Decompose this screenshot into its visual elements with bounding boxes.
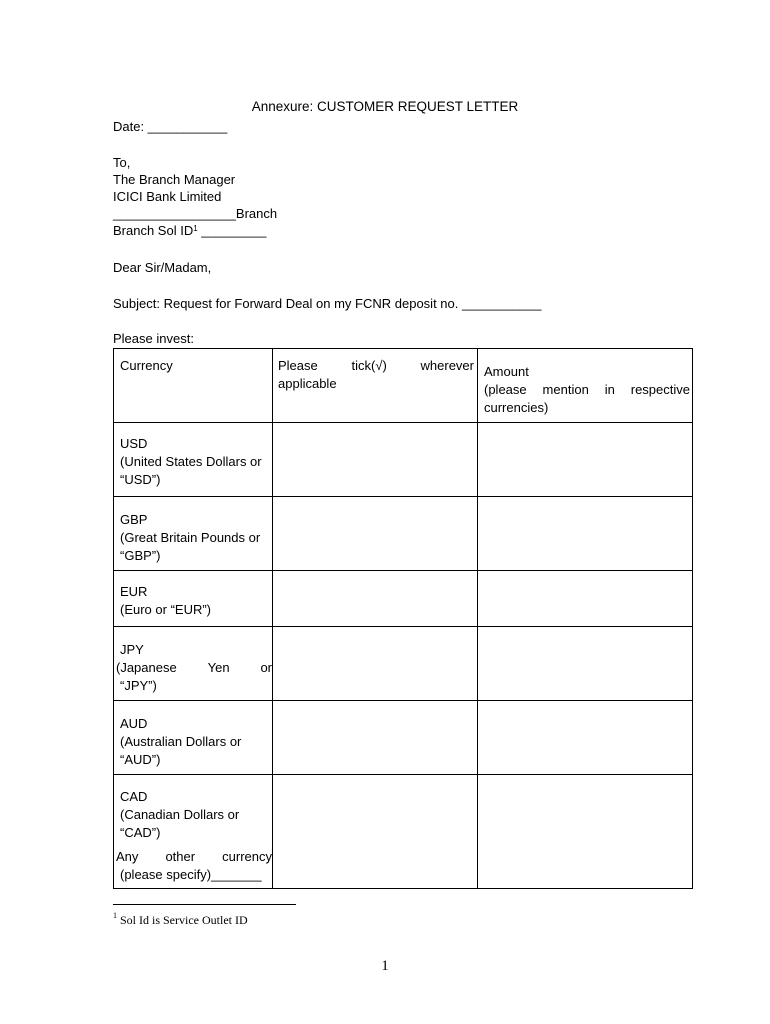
currency-cell — [114, 423, 273, 497]
currency-cell — [114, 497, 273, 571]
sol-id-label: Branch Sol ID — [113, 223, 194, 238]
header-amount-cell — [478, 349, 693, 423]
currency-desc: (Great Britain Pounds or — [120, 530, 261, 545]
currency-desc: (Euro or “EUR”) — [120, 602, 212, 617]
amount-cell[interactable] — [478, 423, 693, 497]
currency-text — [114, 775, 272, 884]
currency-code: CAD — [120, 789, 148, 804]
currency-code: EUR — [120, 584, 148, 599]
header-amount-word: (please — [484, 382, 527, 397]
header-amount-word: respective — [630, 382, 690, 397]
header-tick-line1 — [273, 349, 477, 375]
currency-text — [114, 701, 272, 769]
branch-line: _________________Branch — [113, 206, 278, 221]
amount-cell[interactable] — [478, 571, 693, 627]
header-amount-line1: Amount — [484, 364, 529, 379]
tick-cell[interactable] — [273, 775, 478, 889]
other-word: other — [165, 849, 196, 864]
sol-id-line — [113, 222, 266, 239]
currency-desc: “CAD”) — [120, 825, 161, 840]
currency-code: JPY — [120, 642, 144, 657]
table-row — [114, 571, 693, 627]
currency-desc: “GBP”) — [120, 548, 161, 563]
currency-cell — [114, 701, 273, 775]
currency-desc: “AUD”) — [120, 752, 161, 767]
amount-cell[interactable] — [478, 775, 693, 889]
footnote-ref: 1 — [193, 224, 198, 233]
currency-desc-word: (Japanese — [116, 660, 177, 675]
tick-cell[interactable] — [273, 423, 478, 497]
table-row — [114, 701, 693, 775]
header-tick-word: Please — [278, 358, 318, 373]
table-header-row — [114, 349, 693, 423]
header-amount-line3: currencies) — [484, 400, 549, 415]
to-line: To, — [113, 155, 131, 170]
footnote-divider — [113, 904, 296, 905]
header-tick-word: wherever — [420, 358, 474, 373]
sol-id-blank: _________ — [201, 223, 267, 238]
header-tick-word: tick(√) — [351, 358, 387, 373]
currency-cell — [114, 775, 273, 889]
amount-cell[interactable] — [478, 701, 693, 775]
tick-cell[interactable] — [273, 701, 478, 775]
invest-line: Please invest: — [113, 331, 194, 346]
currency-desc: (United States Dollars or — [120, 454, 262, 469]
subject-line: Subject: Request for Forward Deal on my FCNR deposit no. ___________ — [113, 296, 542, 311]
footnote — [113, 913, 248, 928]
currency-desc: (Canadian Dollars or — [120, 807, 240, 822]
currency-desc: “JPY”) — [120, 678, 157, 693]
table-row — [114, 775, 693, 889]
other-currency-specify: (please specify)_______ — [120, 867, 262, 882]
currency-text — [114, 627, 272, 695]
salutation: Dear Sir/Madam, — [113, 260, 212, 275]
tick-cell[interactable] — [273, 497, 478, 571]
date-line: Date: ___________ — [113, 119, 228, 134]
amount-cell[interactable] — [478, 627, 693, 701]
table-row — [114, 497, 693, 571]
table-row — [114, 627, 693, 701]
currency-desc: (Australian Dollars or — [120, 734, 242, 749]
currency-desc — [114, 659, 272, 677]
amount-cell[interactable] — [478, 497, 693, 571]
bank-line: ICICI Bank Limited — [113, 189, 222, 204]
other-currency-line — [114, 848, 272, 866]
currency-text — [114, 497, 272, 565]
currency-text — [114, 423, 272, 489]
currency-code: GBP — [120, 512, 148, 527]
currency-cell — [114, 571, 273, 627]
other-word: Any — [116, 849, 139, 864]
currency-text — [114, 571, 272, 619]
header-currency-cell — [114, 349, 273, 423]
page-number: 1 — [381, 958, 389, 974]
header-amount-word: mention — [542, 382, 589, 397]
tick-cell[interactable] — [273, 571, 478, 627]
header-tick-line2: applicable — [278, 376, 337, 391]
header-amount-word: in — [604, 382, 615, 397]
header-currency: Currency — [120, 358, 173, 373]
header-amount-line2 — [478, 381, 692, 399]
currency-desc: “USD”) — [120, 472, 161, 487]
currency-cell — [114, 627, 273, 701]
tick-cell[interactable] — [273, 627, 478, 701]
currency-table — [113, 348, 693, 889]
other-word: currency — [222, 849, 272, 864]
footnote-text: Sol Id is Service Outlet ID — [120, 913, 248, 927]
table-row — [114, 423, 693, 497]
currency-code: AUD — [120, 716, 148, 731]
currency-desc-word: Yen — [207, 660, 230, 675]
page-title: Annexure: CUSTOMER REQUEST LETTER — [251, 99, 519, 114]
addressee-line: The Branch Manager — [113, 172, 236, 187]
footnote-mark: 1 — [113, 911, 117, 920]
currency-desc-word: or — [260, 660, 272, 675]
currency-code: USD — [120, 436, 148, 451]
header-tick-cell — [273, 349, 478, 423]
